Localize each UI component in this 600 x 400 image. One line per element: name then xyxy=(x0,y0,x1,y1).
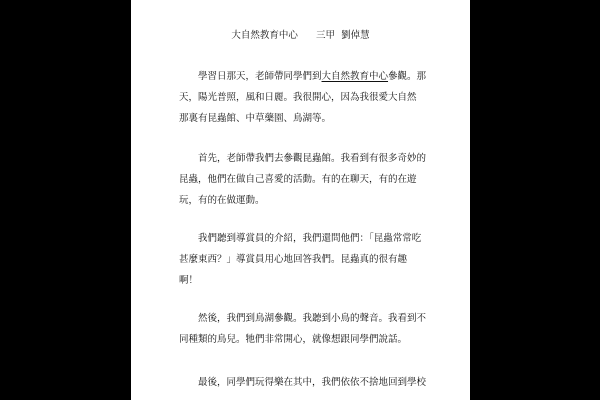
paragraph-line: 那裏有昆蟲館、中草藥園、鳥湖等。 xyxy=(179,113,332,124)
paragraph-line: 我們聽到導賞員的介紹，我們還問他們：「昆蟲常常吃 xyxy=(198,233,422,244)
paragraph-1 xyxy=(179,66,431,129)
paragraph-5 xyxy=(179,372,431,393)
paragraph-line: 甚麼東西？」導賞員用心地回答我們。昆蟲真的很有趣 xyxy=(179,254,408,265)
paragraph-2 xyxy=(179,148,431,211)
document-title xyxy=(131,30,470,42)
paragraph-line: 昆蟲，他們在做自己喜愛的活動。有的在聊天，有的在遊 xyxy=(179,174,417,185)
paragraph-line: 啊！ xyxy=(179,275,199,286)
paragraph-line: 玩，有的在做運動。 xyxy=(179,195,265,206)
document-page xyxy=(131,0,470,400)
class-name: 三甲 xyxy=(316,30,336,41)
underlined-place-name: 大自然教育中心 xyxy=(321,71,389,82)
author-name: 劉倬慧 xyxy=(341,30,370,41)
title-text: 大自然教育中心 xyxy=(231,30,298,41)
paragraph-line xyxy=(179,66,431,87)
paragraph-line: 然後，我們到鳥湖參觀。我聽到小鳥的聲音。我看到不 xyxy=(198,313,427,324)
paragraph-line: 首先，老師帶我們去參觀昆蟲館。我看到有很多奇妙的 xyxy=(198,153,427,164)
paragraph-line: 天，陽光普照，風和日麗。我很開心，因為我很愛大自然 xyxy=(179,92,417,103)
line-text: 參觀。那 xyxy=(388,71,427,82)
line-text: 學習日那天，老師帶同學們到 xyxy=(198,71,322,82)
paragraph-3 xyxy=(179,228,431,291)
paragraph-line: 同種類的鳥兒。牠們非常開心，就像想跟同學們說話。 xyxy=(179,334,408,345)
paragraph-line: 最後，同學們玩得樂在其中，我們依依不捨地回到學校 xyxy=(198,377,427,388)
paragraph-4 xyxy=(179,308,431,350)
